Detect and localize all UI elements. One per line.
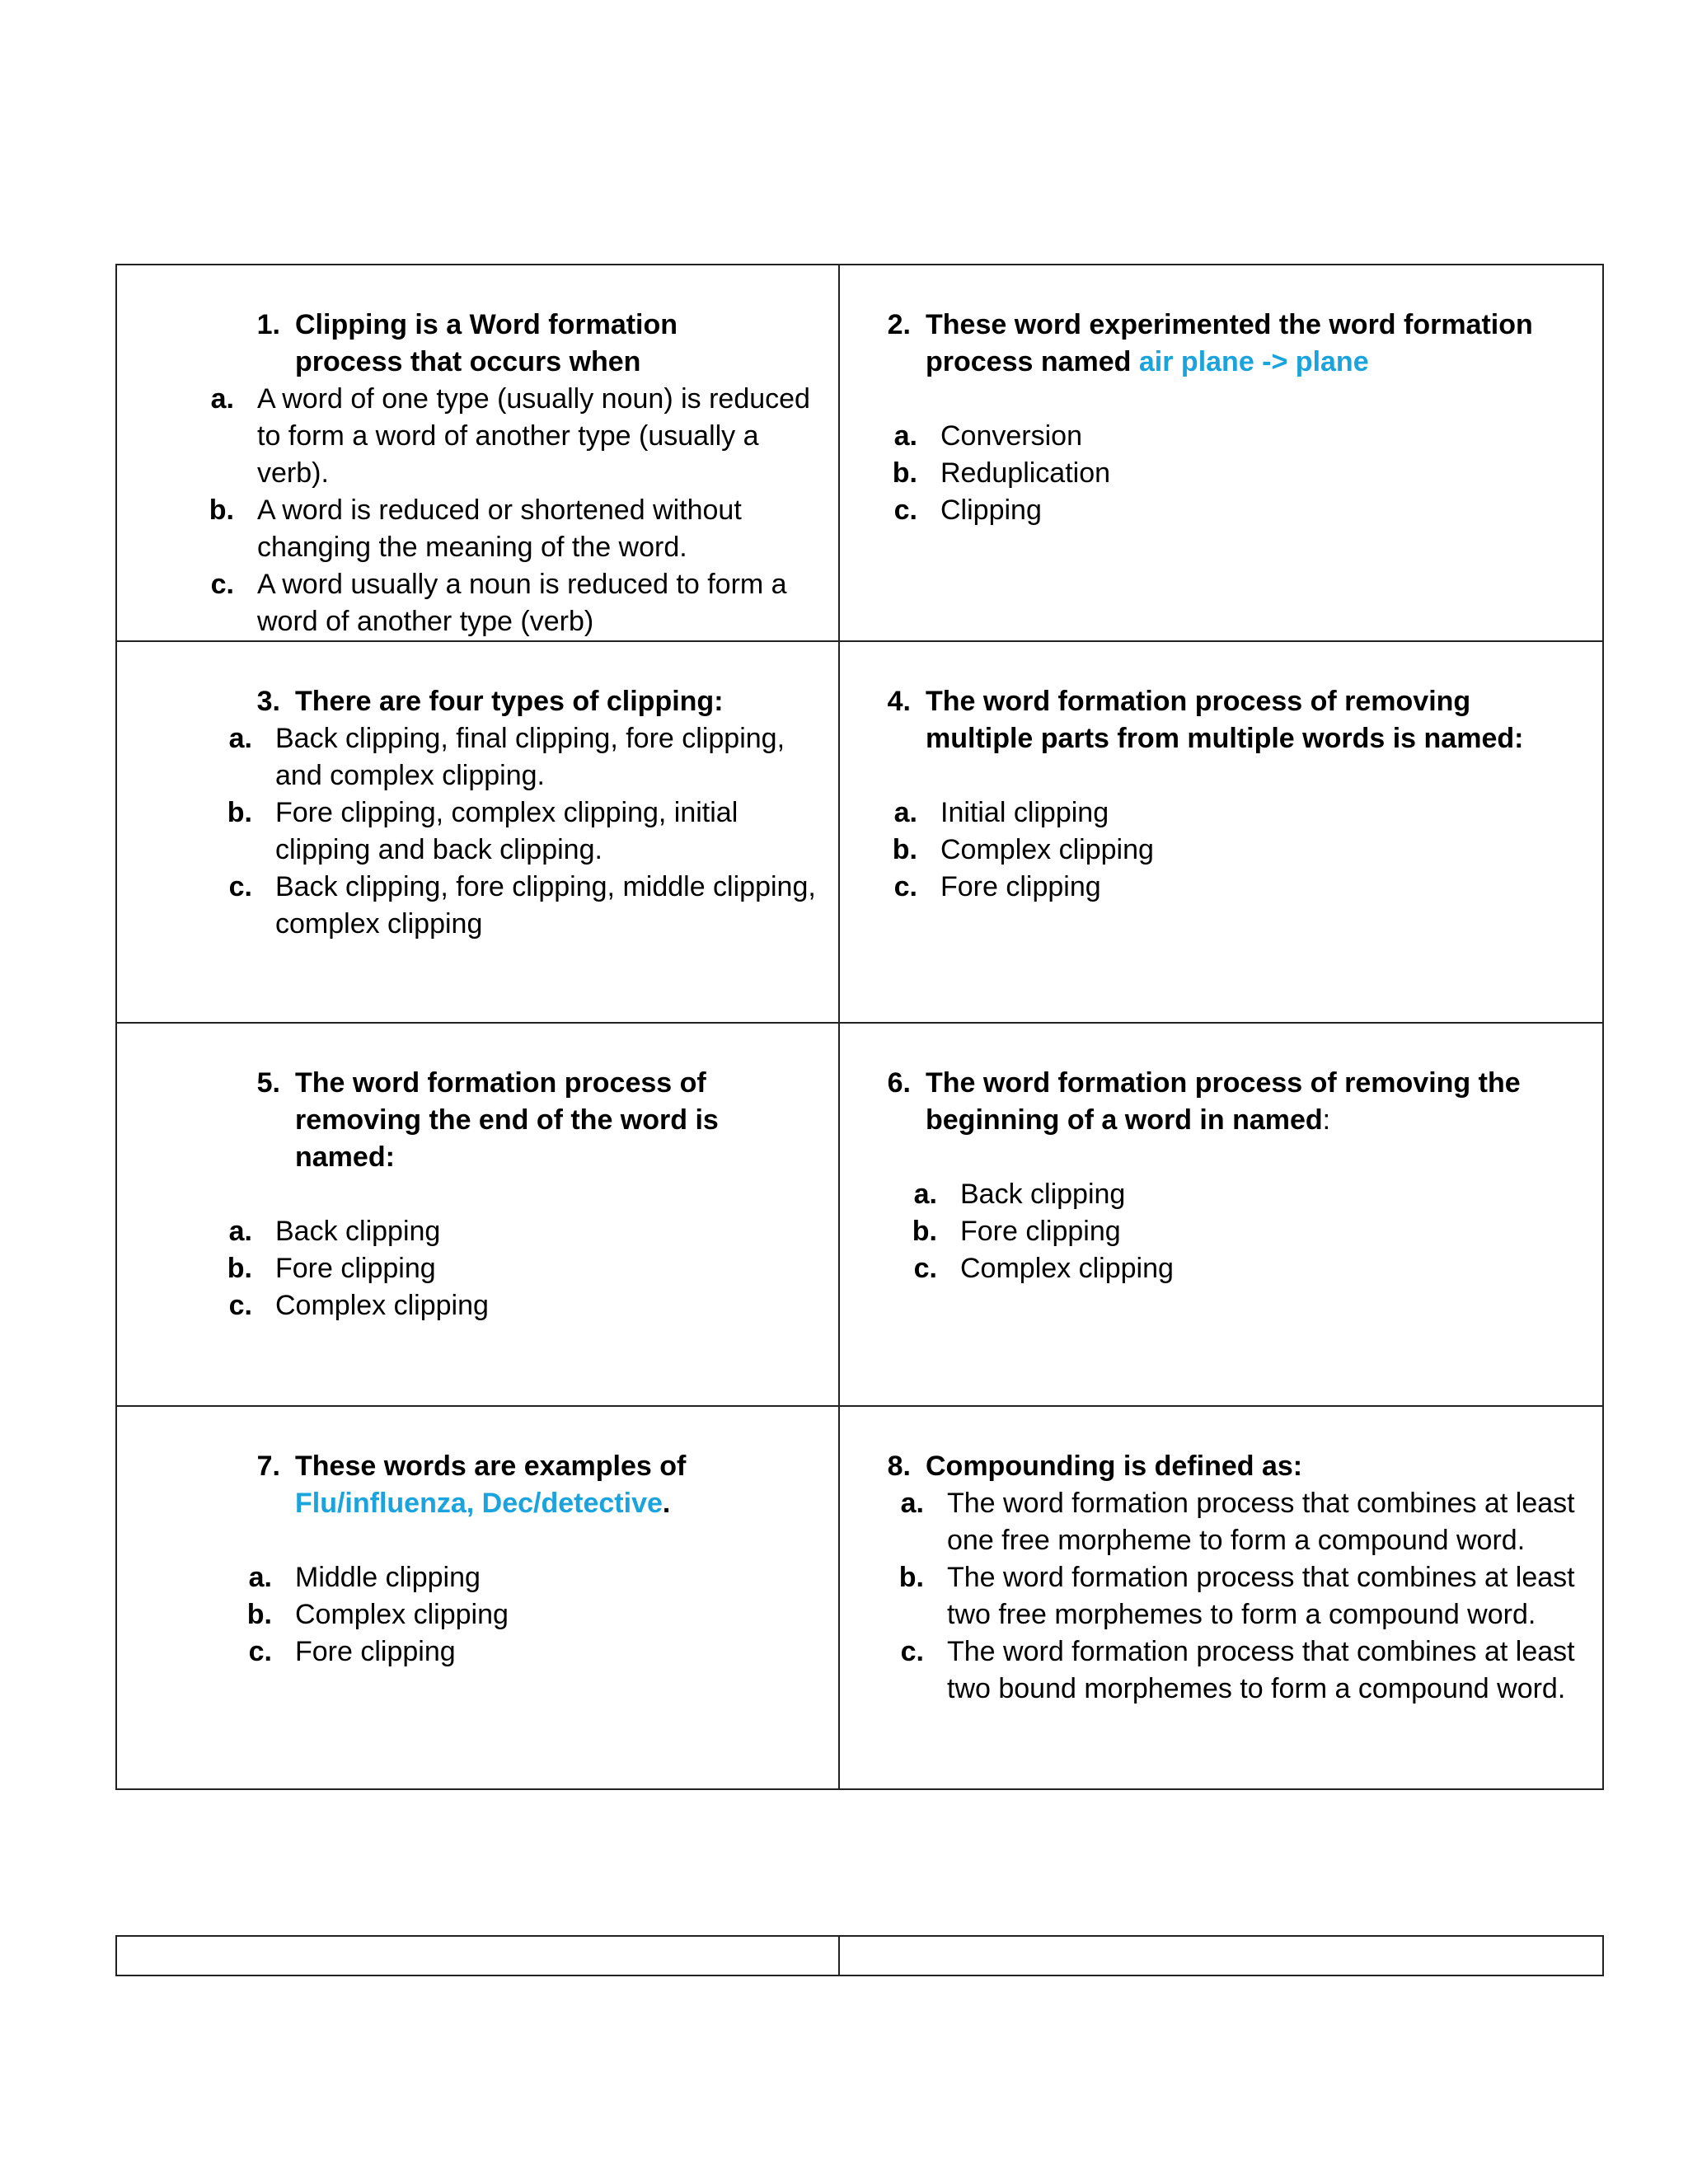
option-a[interactable] [206, 381, 830, 492]
option-text: A word usually a noun is reduced to form a word of another type (verb) [257, 569, 787, 637]
option-letter: a. [900, 1488, 924, 1519]
option-letter: b. [912, 1216, 937, 1247]
option-a[interactable] [223, 720, 830, 794]
option-letter: b. [227, 1253, 252, 1284]
question-7 [231, 1448, 805, 1522]
question-cell-1 [116, 265, 839, 641]
option-letter: c. [893, 494, 917, 526]
empty-table [115, 1935, 1604, 1976]
option-text: A word is reduced or shortened without changing the meaning of the word. [257, 494, 742, 563]
option-text: Complex clipping [295, 1599, 509, 1630]
options-list [840, 1176, 1602, 1287]
option-letter: c. [248, 1636, 272, 1667]
question-6 [840, 1065, 1578, 1139]
option-text: Fore clipping [940, 871, 1101, 902]
question-text [280, 1448, 805, 1522]
option-letter: a. [893, 797, 917, 828]
options-list [117, 1213, 838, 1324]
question-5 [231, 1065, 814, 1176]
option-text: A word of one type (usually noun) is reduced to form a word of another type (usually a verb). [257, 383, 810, 489]
question-cell-4 [839, 641, 1603, 1023]
options-list [117, 1559, 838, 1671]
options-list [840, 1485, 1602, 1708]
empty-cell-right [839, 1936, 1603, 1975]
option-a[interactable] [891, 418, 1602, 455]
option-letter: a. [893, 420, 917, 452]
option-b[interactable] [896, 1559, 1594, 1633]
option-letter: a. [913, 1179, 937, 1210]
question-number: 5. [256, 1067, 280, 1099]
option-c[interactable] [896, 1633, 1594, 1708]
option-c[interactable] [911, 1250, 1602, 1287]
option-letter: c. [913, 1253, 937, 1284]
question-text: The word formation process of removing the end of the word is named: [295, 1067, 719, 1173]
question-text: Clipping is a Word formation process that occurs when [295, 309, 678, 377]
options-list [840, 794, 1602, 906]
question-2 [840, 307, 1569, 381]
option-letter: c. [228, 1290, 252, 1321]
option-letter: a. [210, 383, 234, 415]
option-c[interactable] [891, 492, 1602, 529]
option-text: The word formation process that combines at least two free morphemes to form a compound word. [947, 1562, 1575, 1630]
option-a[interactable] [223, 1213, 838, 1250]
option-b[interactable] [206, 492, 830, 566]
option-b[interactable] [891, 832, 1602, 869]
option-c[interactable] [223, 1287, 838, 1324]
question-number: 8. [887, 1451, 911, 1482]
option-c[interactable] [206, 566, 830, 640]
question-text [911, 1065, 1578, 1139]
question-4 [840, 683, 1578, 757]
option-text: Fore clipping, complex clipping, initial clipping and back clipping. [275, 797, 738, 865]
question-main-text: The word formation process of removing the beginning of a word in named [926, 1067, 1521, 1136]
table-row [116, 1936, 1603, 1975]
question-8 [840, 1448, 1586, 1485]
highlighted-example: Flu/influenza, Dec/detective [295, 1488, 663, 1519]
question-number: 3. [256, 686, 280, 717]
option-letter: b. [246, 1599, 272, 1630]
question-number: 6. [887, 1067, 911, 1099]
empty-cell-left [116, 1936, 839, 1975]
question-main-text: These word experimented the word formation process named [926, 309, 1533, 377]
option-text: Back clipping, fore clipping, middle clipping, complex clipping [275, 871, 816, 940]
question-number: 4. [887, 686, 911, 717]
option-letter: b. [892, 834, 917, 865]
option-letter: a. [228, 1216, 252, 1247]
options-list [840, 418, 1602, 529]
option-text: The word formation process that combines at least two bound morphemes to form a compound word. [947, 1636, 1575, 1704]
highlighted-example: air plane -> plane [1138, 346, 1369, 377]
option-text: Conversion [940, 420, 1082, 452]
question-end: . [662, 1488, 671, 1519]
option-text: Clipping [940, 494, 1042, 526]
question-tail: : [1322, 1104, 1331, 1136]
option-letter: b. [898, 1562, 924, 1593]
question-text: Compounding is defined as: [926, 1451, 1303, 1482]
question-cell-7 [116, 1406, 839, 1789]
quiz-table [115, 264, 1604, 1790]
option-b[interactable] [223, 1250, 838, 1287]
table-row [116, 1023, 1603, 1406]
option-b[interactable] [242, 1596, 838, 1633]
option-letter: c. [210, 569, 234, 600]
option-letter: c. [228, 871, 252, 902]
option-text: Fore clipping [960, 1216, 1121, 1247]
option-text: Middle clipping [295, 1562, 481, 1593]
option-letter: b. [892, 457, 917, 489]
option-text: Fore clipping [295, 1636, 456, 1667]
option-letter: b. [227, 797, 252, 828]
option-text: Back clipping [960, 1179, 1126, 1210]
options-list [117, 720, 838, 943]
option-text: Initial clipping [940, 797, 1109, 828]
option-c[interactable] [242, 1633, 838, 1671]
option-text: Reduplication [940, 457, 1111, 489]
question-cell-3 [116, 641, 839, 1023]
option-letter: a. [228, 723, 252, 754]
table-row [116, 641, 1603, 1023]
option-a[interactable] [911, 1176, 1602, 1213]
option-a[interactable] [896, 1485, 1594, 1559]
option-b[interactable] [223, 794, 830, 869]
option-c[interactable] [891, 869, 1602, 906]
question-1 [231, 307, 789, 381]
question-cell-8 [839, 1406, 1603, 1789]
option-text: Complex clipping [960, 1253, 1174, 1284]
option-letter: b. [209, 494, 234, 526]
option-text: Complex clipping [940, 834, 1154, 865]
option-a[interactable] [891, 794, 1602, 832]
question-number: 7. [256, 1451, 280, 1482]
option-text: Complex clipping [275, 1290, 489, 1321]
question-text: There are four types of clipping: [295, 686, 724, 717]
option-letter: c. [900, 1636, 924, 1667]
option-a[interactable] [242, 1559, 838, 1596]
options-list [117, 381, 838, 640]
question-number: 1. [256, 309, 280, 340]
question-main-text: These words are examples of [295, 1451, 687, 1482]
question-cell-2 [839, 265, 1603, 641]
option-c[interactable] [223, 869, 830, 943]
question-cell-5 [116, 1023, 839, 1406]
table-row [116, 265, 1603, 641]
option-letter: a. [248, 1562, 272, 1593]
option-text: Back clipping, final clipping, fore clipping, and complex clipping. [275, 723, 785, 791]
option-text: The word formation process that combines at least one free morpheme to form a compound word. [947, 1488, 1575, 1556]
option-text: Back clipping [275, 1216, 441, 1247]
option-b[interactable] [891, 455, 1602, 492]
option-b[interactable] [911, 1213, 1602, 1250]
question-number: 2. [887, 309, 911, 340]
table-row [116, 1406, 1603, 1789]
option-letter: c. [893, 871, 917, 902]
question-text [911, 307, 1569, 381]
option-text: Fore clipping [275, 1253, 436, 1284]
question-cell-6 [839, 1023, 1603, 1406]
question-3 [231, 683, 814, 720]
question-text: The word formation process of removing multiple parts from multiple words is named: [926, 686, 1524, 754]
